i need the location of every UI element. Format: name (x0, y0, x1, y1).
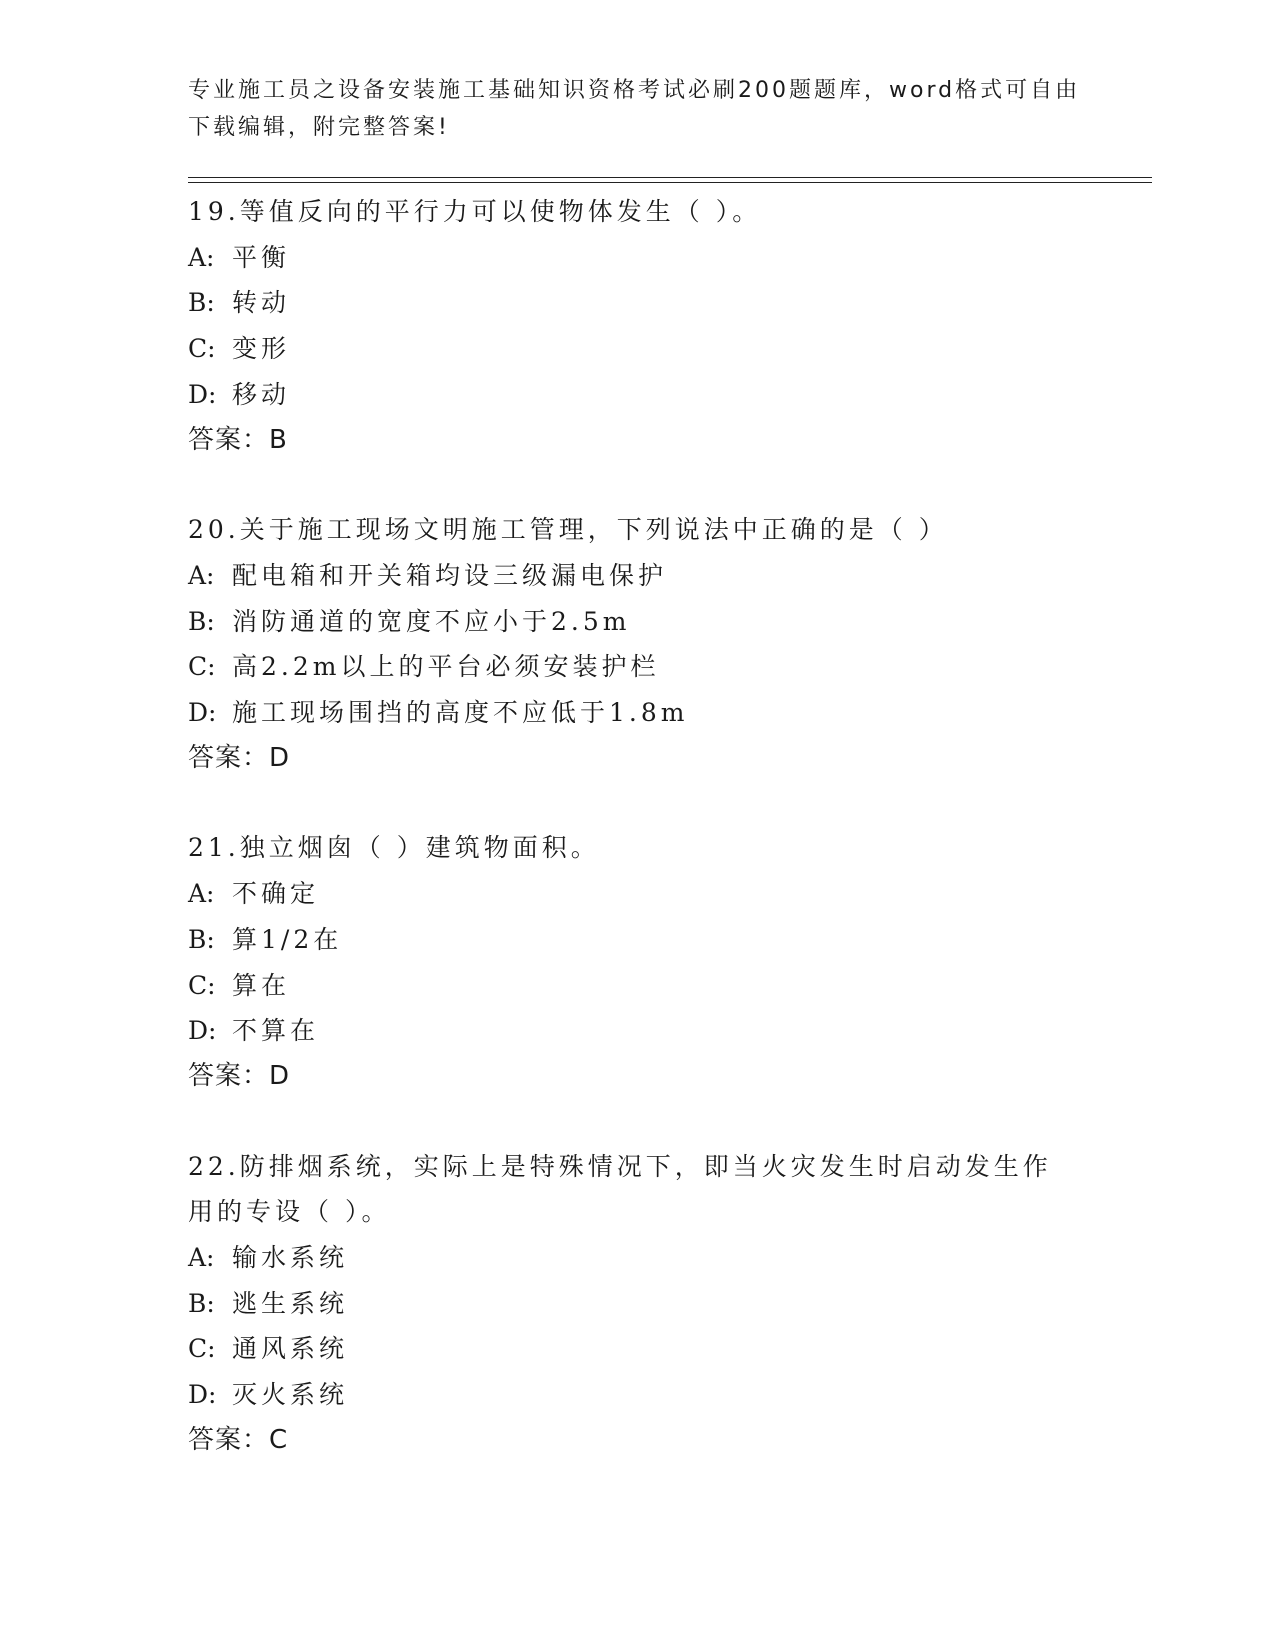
option-key: C: (188, 1334, 216, 1364)
option-a (188, 871, 1088, 917)
option-d (188, 690, 1088, 736)
option-text: 输水系统 (232, 1243, 349, 1273)
option-key: B: (188, 924, 215, 954)
option-key: B: (188, 1288, 215, 1318)
option-key: C: (188, 652, 216, 682)
option-key: A: (188, 242, 215, 272)
option-text: 灭火系统 (232, 1380, 349, 1410)
question-list (188, 189, 1088, 1508)
answer-value: C (269, 1424, 289, 1455)
option-a (188, 235, 1088, 281)
option-key: D: (188, 698, 217, 728)
answer-label: 答案： (188, 1060, 270, 1091)
question-22 (188, 1144, 1088, 1464)
question-20 (188, 507, 1088, 781)
header-divider-top (188, 177, 1152, 178)
option-text: 不确定 (232, 879, 320, 909)
option-c (188, 644, 1088, 690)
question-19 (188, 189, 1088, 463)
option-key: B: (188, 606, 215, 636)
question-number: 20. (188, 515, 240, 545)
option-b (188, 1281, 1088, 1327)
answer-value: D (269, 1060, 291, 1091)
question-text: 关于施工现场文明施工管理，下列说法中正确的是（ ） (239, 515, 948, 545)
question-stem (188, 507, 1088, 553)
option-text: 变形 (232, 334, 291, 364)
option-key: C: (188, 334, 216, 364)
answer-value: B (269, 424, 288, 455)
option-a (188, 1235, 1088, 1281)
header-divider-bottom (188, 182, 1152, 183)
option-text: 消防通道的宽度不应小于2.5m (232, 606, 631, 636)
option-text: 通风系统 (232, 1334, 349, 1364)
option-b (188, 917, 1088, 963)
option-key: D: (188, 1380, 217, 1410)
option-key: D: (188, 1016, 217, 1046)
option-c (188, 1326, 1088, 1372)
answer-line (188, 418, 1088, 464)
answer-label: 答案： (188, 424, 270, 455)
answer-line (188, 736, 1088, 782)
option-key: A: (188, 1243, 215, 1273)
question-number: 19. (188, 197, 240, 226)
question-21 (188, 825, 1088, 1099)
option-text: 转动 (232, 288, 291, 318)
option-key: A: (188, 879, 215, 909)
option-text: 移动 (232, 379, 291, 409)
question-stem (188, 189, 1088, 235)
option-a (188, 553, 1088, 599)
option-key: A: (188, 560, 215, 590)
option-b (188, 280, 1088, 326)
option-b (188, 599, 1088, 645)
option-text: 施工现场围挡的高度不应低于1.8m (232, 698, 689, 728)
answer-value: D (269, 742, 291, 773)
option-c (188, 963, 1088, 1009)
question-stem (188, 825, 1088, 871)
option-text: 不算在 (232, 1016, 320, 1046)
option-c (188, 326, 1088, 372)
option-text: 高2.2m以上的平台必须安装护栏 (232, 652, 660, 682)
question-text: 防排烟系统，实际上是特殊情况下，即当火灾发生时启动发生作用的专设（ ）。 (188, 1151, 1052, 1227)
option-text: 算1/2在 (232, 924, 343, 954)
question-stem (188, 1144, 1068, 1235)
answer-line (188, 1054, 1088, 1100)
answer-label: 答案： (188, 742, 270, 773)
option-text: 配电箱和开关箱均设三级漏电保护 (232, 560, 668, 590)
answer-label: 答案： (188, 1424, 270, 1455)
option-text: 平衡 (232, 242, 291, 272)
question-text: 等值反向的平行力可以使物体发生（ ）。 (239, 197, 762, 226)
document-header: 专业施工员之设备安装施工基础知识资格考试必刷200题题库，word格式可自由下载编辑，附完整答案! (188, 78, 1081, 140)
answer-line (188, 1418, 1088, 1464)
option-text: 逃生系统 (232, 1288, 349, 1318)
option-key: D: (188, 379, 217, 409)
option-text: 算在 (232, 970, 291, 1000)
question-number: 22. (188, 1151, 240, 1181)
option-d (188, 1372, 1088, 1418)
option-key: B: (188, 288, 215, 318)
option-d (188, 1008, 1088, 1054)
option-d (188, 372, 1088, 418)
option-key: C: (188, 970, 216, 1000)
question-number: 21. (188, 833, 240, 863)
question-text: 独立烟囱（ ）建筑物面积。 (239, 833, 600, 863)
